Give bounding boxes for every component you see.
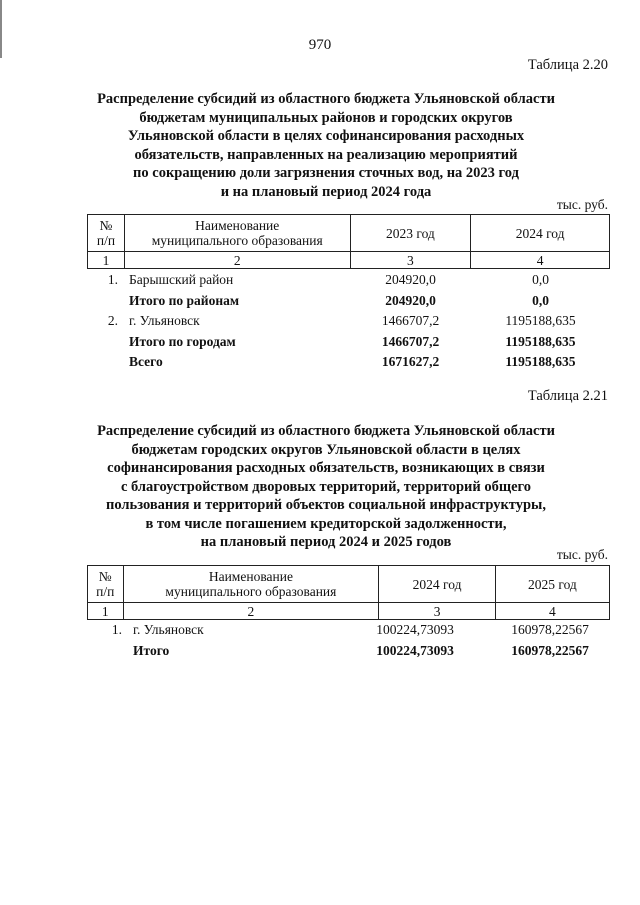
table-2-20-units: тыс. руб. (556, 197, 608, 212)
table-2-20-title (60, 90, 592, 201)
col-number: 3 (350, 252, 471, 269)
row-num: 1. (111, 622, 122, 638)
header-name-line1: Наименование (195, 218, 280, 233)
title-line: Распределение субсидий из областного бюджета Ульяновской области (97, 423, 555, 439)
header-col4: 2024 год (471, 215, 610, 252)
table-2-21-units: тыс. руб. (556, 547, 608, 562)
row-name: г. Ульяновск (133, 622, 204, 638)
row-num (87, 352, 124, 373)
header-num-line1: № (99, 218, 113, 233)
header-col3: 2023 год (350, 215, 471, 252)
col-number: 2 (124, 252, 350, 269)
row-name: Итого (133, 642, 170, 658)
col-number: 1 (88, 603, 124, 620)
table-2-20-header (87, 214, 610, 269)
table-row (87, 270, 610, 291)
table-2-21-label: Таблица 2.21 (527, 388, 608, 404)
row-value-1: 1466707,2 (381, 333, 440, 349)
header-name (123, 566, 379, 603)
row-value-1: 204920,0 (385, 272, 436, 288)
row-name: Итого по районам (129, 292, 240, 308)
row-name: Итого по городам (129, 333, 236, 349)
table-2-20-label: Таблица 2.20 (527, 57, 608, 73)
title-line: на плановый период 2024 и 2025 годов (200, 534, 452, 550)
row-value-1: 204920,0 (385, 292, 436, 308)
header-num-line2: п/п (96, 584, 115, 599)
title-line: Распределение субсидий из областного бюджета Ульяновской области (97, 91, 555, 107)
title-line: бюджетам городских округов Ульяновской области в целях (131, 441, 521, 458)
col-number: 4 (495, 603, 609, 620)
col-number: 3 (379, 603, 496, 620)
table-row (87, 311, 610, 332)
row-num (87, 641, 128, 662)
header-name-line2: муниципального образования (165, 584, 337, 599)
header-num (88, 215, 125, 252)
table-2-21-header (87, 565, 610, 620)
col-number: 2 (123, 603, 379, 620)
table-2-20-body (87, 270, 610, 373)
title-line: обязательств, направленных на реализацию мероприятий (134, 146, 518, 163)
row-value-2: 0,0 (532, 292, 549, 308)
title-line: софинансирования расходных обязательств, возникающих в связи (107, 460, 545, 476)
table-row-total (87, 352, 610, 373)
title-line: по сокращению доли загрязнения сточных вод, на 2023 год (133, 165, 519, 181)
row-num: 2. (107, 313, 118, 329)
header-col3: 2024 год (379, 566, 496, 603)
row-num: 1. (107, 272, 118, 288)
table-2-21-title (60, 422, 592, 552)
table-row (87, 620, 610, 641)
page-number: 970 (308, 37, 332, 53)
row-num (87, 332, 124, 353)
row-value-2: 0,0 (532, 272, 549, 288)
table-row-subtotal (87, 332, 610, 353)
row-value-2: 160978,22567 (511, 622, 589, 638)
row-num (87, 291, 124, 312)
row-value-2: 1195188,635 (505, 313, 576, 329)
row-value-2: 1195188,635 (505, 354, 576, 370)
row-value-1: 100224,73093 (376, 642, 454, 658)
row-value-1: 1671627,2 (381, 354, 440, 370)
header-num-line2: п/п (96, 233, 116, 248)
title-line: в том числе погашением кредиторской задолженности, (145, 515, 507, 532)
header-num (88, 566, 124, 603)
row-name: г. Ульяновск (129, 313, 200, 329)
title-line: пользования и территорий объектов социальной инфраструктуры, (106, 497, 546, 513)
title-line: бюджетам муниципальных районов и городских округов (139, 109, 513, 126)
table-row-total (87, 641, 610, 662)
row-name: Всего (129, 354, 163, 370)
title-line: Ульяновской области в целях софинансирования расходных (127, 128, 525, 144)
header-name-line1: Наименование (208, 569, 293, 584)
row-value-1: 1466707,2 (381, 313, 440, 329)
row-value-1: 100224,73093 (376, 622, 454, 638)
row-value-2: 160978,22567 (511, 642, 589, 658)
header-col4: 2025 год (495, 566, 609, 603)
header-name-line2: муниципального образования (151, 233, 323, 248)
title-line: с благоустройством дворовых территорий, территорий общего (120, 478, 532, 495)
col-number: 1 (88, 252, 125, 269)
header-name (124, 215, 350, 252)
table-2-21-body (87, 620, 610, 661)
title-line: и на плановый период 2024 года (220, 183, 432, 200)
row-name: Барышский район (129, 272, 234, 288)
col-number: 4 (471, 252, 610, 269)
row-value-2: 1195188,635 (505, 333, 576, 349)
table-row-subtotal (87, 291, 610, 312)
header-num-line1: № (98, 569, 112, 584)
